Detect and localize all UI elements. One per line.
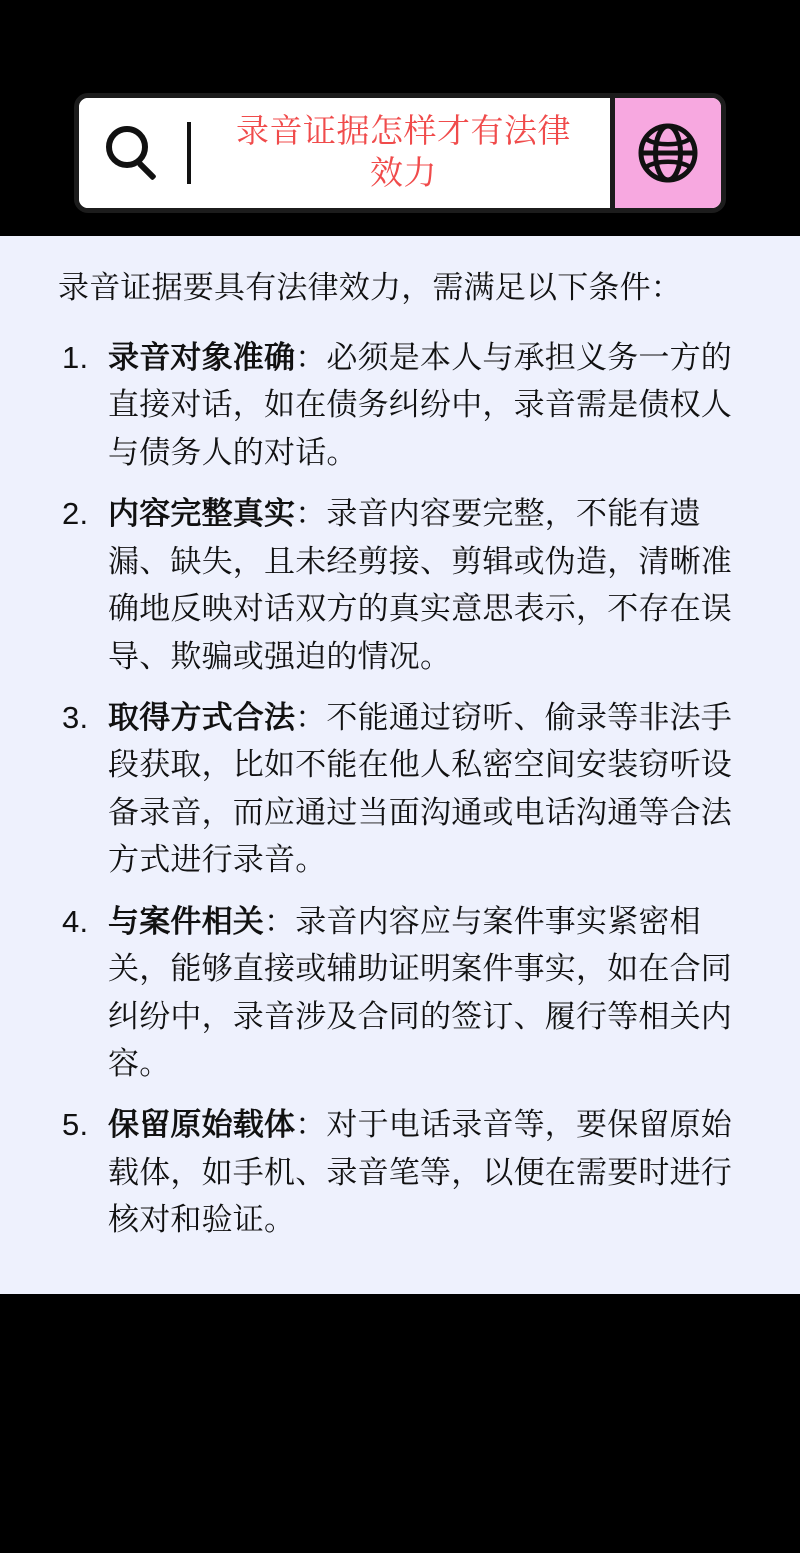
list-item bbox=[58, 1101, 740, 1243]
globe-button[interactable] bbox=[610, 98, 721, 208]
list-item-title: 录音对象准确 bbox=[108, 340, 296, 376]
list-item-body: ：录音内容要完整，不能有遗漏、缺失，且未经剪接、剪辑或伪造，清晰准确地反映对话双方的真实意思表示，不存在误导、欺骗或强迫的情况。 bbox=[108, 496, 732, 674]
list-item-body: ：录音内容应与案件事实紧密相关，能够直接或辅助证明案件事实，如在合同纠纷中，录音涉及合同的签订、履行等相关内容。 bbox=[108, 903, 732, 1081]
list-item-body: ：必须是本人与承担义务一方的直接对话，如在债务纠纷中，录音需是债权人与债务人的对话。 bbox=[108, 340, 733, 470]
search-icon-cell[interactable] bbox=[79, 98, 187, 208]
list-item bbox=[58, 334, 740, 476]
conditions-list bbox=[58, 334, 740, 1244]
search-icon-handle bbox=[137, 161, 157, 181]
bottom-letterbox bbox=[0, 1294, 800, 1553]
globe-icon bbox=[637, 122, 699, 184]
list-item bbox=[58, 898, 740, 1088]
article-body bbox=[0, 236, 800, 1294]
list-item-title: 内容完整真实 bbox=[108, 496, 296, 532]
list-item bbox=[58, 490, 740, 680]
list-item bbox=[58, 694, 740, 884]
list-item-title: 保留原始载体 bbox=[108, 1107, 296, 1143]
list-item-title: 取得方式合法 bbox=[108, 700, 296, 735]
search-bar[interactable] bbox=[74, 93, 726, 213]
list-item-body: ：不能通过窃听、偷录等非法手段获取，比如不能在他人私密空间安装窃听设备录音，而应通过当面沟通或电话沟通等合法方式进行录音。 bbox=[108, 700, 733, 878]
search-query-text: 录音证据怎样才有法律效力 bbox=[236, 113, 571, 192]
search-icon bbox=[106, 126, 160, 180]
search-input[interactable] bbox=[191, 98, 610, 208]
list-item-body: ：对于电话录音等，要保留原始载体，如手机、录音笔等，以便在需要时进行核对和验证。 bbox=[108, 1107, 733, 1238]
article-intro: 录音证据要具有法律效力，需满足以下条件： bbox=[58, 270, 682, 305]
list-item-title: 与案件相关 bbox=[108, 903, 264, 939]
